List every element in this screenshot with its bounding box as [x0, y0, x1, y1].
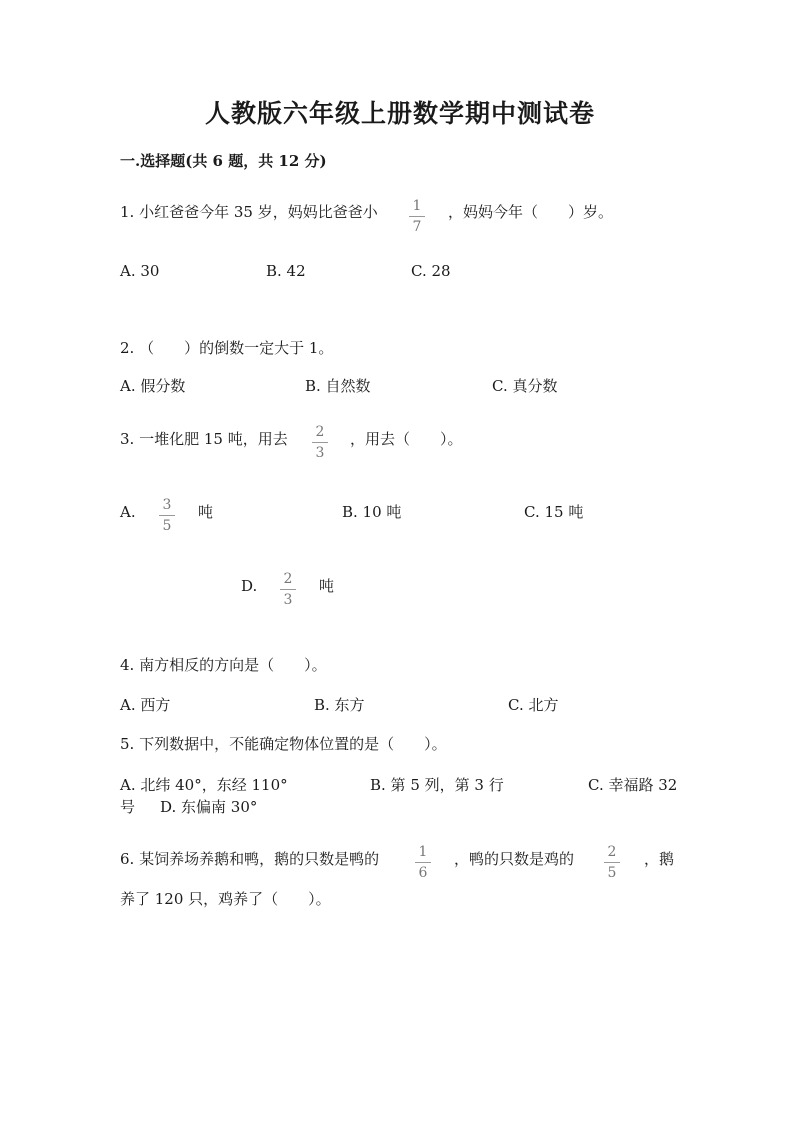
option-d-fraction: [277, 571, 299, 608]
fraction-denominator: 3: [283, 592, 293, 608]
question-1-stem-start: 1. 小红爸爸今年 35 岁，妈妈比爸爸小: [120, 203, 378, 221]
question-1-option-c[interactable]: C. 28: [411, 262, 451, 280]
question-1-option-b[interactable]: B. 42: [266, 262, 306, 280]
question-6-fraction-2: [601, 844, 623, 881]
question-6-fraction-1: [412, 844, 434, 881]
option-a-unit: 吨: [198, 503, 214, 521]
question-5-option-b[interactable]: B. 第 5 列，第 3 行: [370, 776, 504, 794]
question-5-option-a[interactable]: A. 北纬 40°，东经 110°: [120, 776, 288, 794]
fraction-numerator: 3: [162, 497, 172, 513]
question-3-stem-end: ，用去（ ）。: [350, 430, 463, 448]
question-2-option-a[interactable]: A. 假分数: [120, 377, 186, 395]
fraction-denominator: 5: [162, 518, 172, 534]
question-6-stem-middle: ，鸭的只数是鸡的: [454, 850, 575, 868]
question-3-option-c[interactable]: C. 15 吨: [524, 503, 584, 521]
fraction-numerator: 1: [412, 198, 422, 214]
question-6-stem-start: 6. 某饲养场养鹅和鸭，鹅的只数是鸭的: [120, 850, 380, 868]
fraction-denominator: 7: [412, 219, 422, 235]
question-5-option-c-continued: 号: [120, 798, 136, 816]
question-1-fraction: [406, 198, 428, 235]
question-3-fraction: [309, 424, 331, 461]
page-title: 人教版六年级上册数学期中测试卷: [204, 99, 595, 128]
question-4-stem: 4. 南方相反的方向是（ ）。: [120, 656, 327, 674]
question-1-option-a[interactable]: A. 30: [120, 262, 160, 280]
question-2-option-b[interactable]: B. 自然数: [305, 377, 371, 395]
question-3-stem-start: 3. 一堆化肥 15 吨，用去: [120, 430, 288, 448]
fraction-denominator: 3: [315, 445, 325, 461]
question-5-stem: 5. 下列数据中，不能确定物体位置的是（ ）。: [120, 735, 447, 753]
option-a-label: A.: [120, 503, 136, 521]
question-1-stem-end: ，妈妈今年（ ）岁。: [448, 203, 614, 221]
question-6-stem-end: ，鹅: [644, 850, 675, 868]
option-a-fraction: [156, 497, 178, 534]
question-5-option-c[interactable]: C. 幸福路 32: [588, 776, 678, 794]
option-d-label: D.: [241, 577, 258, 595]
fraction-denominator: 6: [418, 865, 428, 881]
question-2-stem: 2. （ ）的倒数一定大于 1。: [120, 339, 334, 357]
fraction-denominator: 5: [607, 865, 617, 881]
question-3-option-b[interactable]: B. 10 吨: [342, 503, 402, 521]
question-6-stem-line-2: 养了 120 只，鸡养了（ ）。: [120, 890, 331, 908]
section-heading: 一.选择题(共 6 题，共 12 分): [120, 152, 327, 170]
question-4-option-a[interactable]: A. 西方: [120, 696, 171, 714]
question-2-option-c[interactable]: C. 真分数: [492, 377, 558, 395]
question-5-option-d[interactable]: D. 东偏南 30°: [160, 798, 258, 816]
question-4-option-b[interactable]: B. 东方: [314, 696, 365, 714]
fraction-numerator: 2: [315, 424, 325, 440]
question-4-option-c[interactable]: C. 北方: [508, 696, 559, 714]
option-d-unit: 吨: [319, 577, 335, 595]
fraction-numerator: 2: [607, 844, 617, 860]
fraction-numerator: 2: [283, 571, 293, 587]
fraction-numerator: 1: [418, 844, 428, 860]
